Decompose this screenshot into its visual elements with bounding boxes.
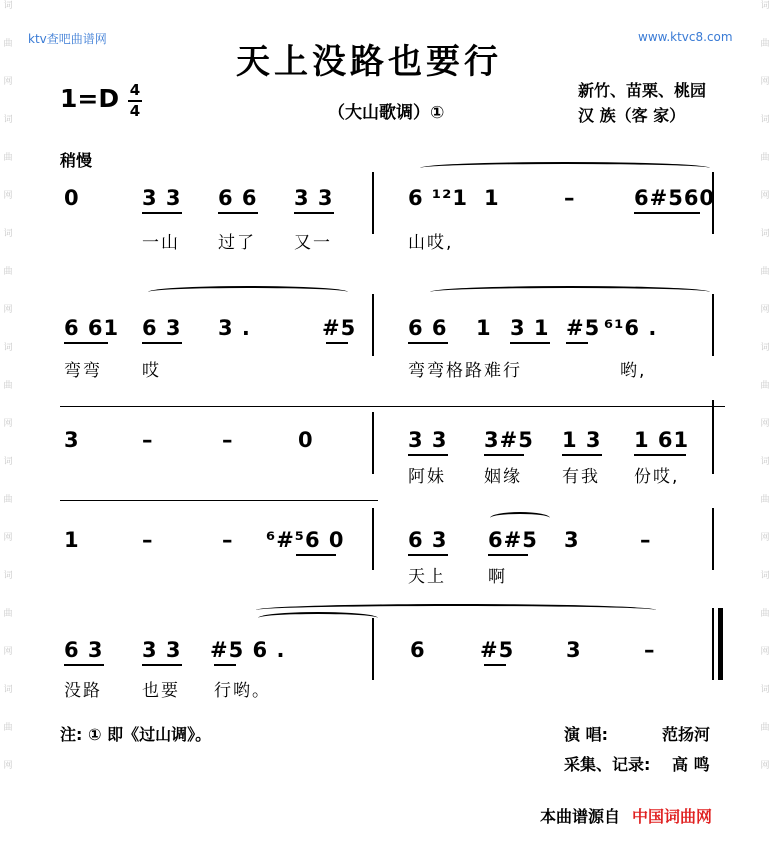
lyric: 天上: [408, 567, 446, 587]
score-note: 3 3: [142, 638, 182, 662]
score-note: 3#5: [484, 428, 534, 452]
watermark-char: 网: [760, 533, 770, 543]
barline: [372, 412, 374, 474]
watermark-char: 曲: [3, 39, 13, 49]
score-note: 1: [476, 316, 492, 340]
watermark-char: 曲: [3, 153, 13, 163]
lyric: 也要: [142, 681, 180, 701]
watermark-char: 词: [3, 229, 13, 239]
watermark-char: 词: [3, 115, 13, 125]
source-label: 本曲谱源自: [540, 807, 621, 826]
lyric: 一山: [142, 233, 180, 253]
watermark-char: 曲: [760, 267, 770, 277]
underline-beam: [566, 342, 588, 344]
header-site-link-right[interactable]: www.ktvc8.com: [638, 30, 733, 44]
score-note: 6#5: [488, 528, 538, 552]
collector-label: 采集、记录:: [564, 755, 651, 774]
song-origin: [578, 78, 706, 128]
score-note: 3 .: [218, 316, 251, 340]
watermark-char: 词: [760, 115, 770, 125]
watermark-char: 词: [3, 571, 13, 581]
lyric: 行哟。: [214, 681, 271, 701]
score-note: 1 3: [562, 428, 602, 452]
score-note: 3 3: [294, 186, 334, 210]
score-note: ⁶#⁵6 0: [266, 528, 345, 552]
score-note: 6 61: [64, 316, 120, 340]
singer-name: 范扬河: [662, 725, 711, 744]
meter-bottom: 4: [129, 102, 141, 120]
score-dash: –: [222, 528, 233, 552]
collector-name: 高 鸣: [672, 755, 710, 774]
watermark-char: 网: [3, 77, 13, 87]
underline-beam: [510, 342, 550, 344]
underline-beam: [408, 342, 448, 344]
watermark-char: 网: [760, 305, 770, 315]
score-dash: –: [222, 428, 233, 452]
watermark-char: 曲: [760, 723, 770, 733]
score-note: 3 3: [408, 428, 448, 452]
watermark-char: 词: [3, 457, 13, 467]
lyric: 哟,: [620, 361, 647, 381]
score-note: 1: [484, 186, 500, 210]
lyric: 山哎,: [408, 233, 454, 253]
watermark-char: 网: [3, 647, 13, 657]
score-note: #5: [566, 316, 601, 340]
watermark-char: 词: [3, 685, 13, 695]
barline: [372, 508, 374, 570]
slur: [420, 162, 710, 174]
underline-beam: [296, 554, 336, 556]
lyric: 有我: [562, 467, 600, 487]
barline: [712, 400, 714, 474]
lyric: 弯弯: [64, 361, 102, 381]
score-note: 3 3: [142, 186, 182, 210]
slur: [490, 512, 550, 524]
right-watermark-column: [758, 0, 772, 852]
watermark-char: 曲: [3, 609, 13, 619]
slur: [148, 286, 348, 298]
watermark-char: 曲: [3, 381, 13, 391]
score-note: 1: [64, 528, 80, 552]
score-note: 6 6: [218, 186, 258, 210]
lyric: 没路: [64, 681, 102, 701]
lyric: 又一: [294, 233, 332, 253]
underline-beam: [142, 342, 182, 344]
underline-beam: [488, 554, 528, 556]
underline-beam: [64, 664, 104, 666]
score-note: #5: [322, 316, 357, 340]
score-dash: –: [564, 186, 575, 210]
score-dash: –: [142, 528, 153, 552]
score-dash: –: [644, 638, 655, 662]
score-note: ⁶¹6 .: [604, 316, 658, 340]
time-signature: [128, 82, 142, 120]
watermark-char: 网: [3, 419, 13, 429]
footnote: 注: ① 即《过山调》。: [60, 725, 212, 744]
slur: [258, 612, 378, 624]
underline-beam: [634, 454, 686, 456]
watermark-char: 网: [760, 77, 770, 87]
section-rule: [60, 500, 378, 501]
underline-beam: [294, 212, 334, 214]
score-note: 6: [410, 638, 426, 662]
origin-line-2: 汉 族（客 家）: [578, 106, 686, 125]
score-note: 3 1: [510, 316, 550, 340]
watermark-char: 曲: [760, 39, 770, 49]
watermark-char: 网: [760, 761, 770, 771]
watermark-char: 网: [3, 191, 13, 201]
score-note: 6 6: [408, 316, 448, 340]
score-note: #5 6 .: [210, 638, 286, 662]
song-subtitle: （大山歌调）①: [328, 103, 445, 123]
watermark-char: 曲: [760, 381, 770, 391]
watermark-char: 词: [760, 1, 770, 11]
source-brand-link[interactable]: 中国词曲网: [632, 807, 713, 826]
watermark-char: 曲: [760, 609, 770, 619]
underline-beam: [408, 454, 448, 456]
watermark-char: 网: [3, 305, 13, 315]
barline: [712, 508, 714, 570]
lyric: 啊: [488, 567, 507, 587]
score-note: 6 ¹²1: [408, 186, 468, 210]
meter-top: 4: [129, 81, 141, 99]
watermark-char: 词: [760, 571, 770, 581]
slur: [430, 286, 710, 298]
lyric: 份哎,: [634, 467, 680, 487]
underline-beam: [408, 554, 448, 556]
underline-beam: [562, 454, 602, 456]
watermark-char: 词: [760, 343, 770, 353]
score-note: 1 61: [634, 428, 690, 452]
origin-line-1: 新竹、苗栗、桃园: [578, 81, 707, 100]
score-note: 6 3: [142, 316, 182, 340]
watermark-char: 网: [760, 191, 770, 201]
watermark-char: 曲: [3, 495, 13, 505]
barline: [372, 172, 374, 234]
watermark-char: 网: [760, 419, 770, 429]
score-note: 0: [64, 186, 80, 210]
tempo-marking: 稍慢: [60, 151, 93, 170]
song-title: 天上没路也要行: [236, 42, 502, 82]
underline-beam: [634, 212, 700, 214]
barline: [372, 294, 374, 356]
key-signature: 1=D: [60, 84, 120, 113]
score-note: 6 3: [408, 528, 448, 552]
score-note: 3: [64, 428, 80, 452]
underline-beam: [218, 212, 258, 214]
underline-beam: [214, 664, 236, 666]
score-dash: –: [142, 428, 153, 452]
watermark-char: 曲: [760, 153, 770, 163]
score-note: 0: [298, 428, 314, 452]
final-barline: [718, 608, 723, 680]
barline: [712, 294, 714, 356]
lyric: 弯弯格路难行: [408, 361, 522, 381]
section-rule: [60, 406, 725, 407]
watermark-char: 词: [760, 229, 770, 239]
watermark-char: 网: [3, 761, 13, 771]
score-note: 3: [566, 638, 582, 662]
barline: [712, 608, 714, 680]
lyric: 哎: [142, 361, 161, 381]
score-note: 3: [564, 528, 580, 552]
watermark-char: 词: [3, 343, 13, 353]
source-credit: [540, 804, 712, 827]
underline-beam: [142, 212, 182, 214]
underline-beam: [142, 664, 182, 666]
watermark-char: 曲: [760, 495, 770, 505]
header-site-link-left[interactable]: ktv查吧曲谱网: [28, 32, 107, 46]
lyric: 过了: [218, 233, 256, 253]
watermark-char: 词: [3, 1, 13, 11]
watermark-char: 网: [760, 647, 770, 657]
singer-label: 演 唱:: [564, 725, 608, 744]
score-note: 6#560: [634, 186, 716, 210]
barline: [372, 618, 374, 680]
score-note: 6 3: [64, 638, 104, 662]
underline-beam: [326, 342, 348, 344]
watermark-char: 词: [760, 685, 770, 695]
watermark-char: 曲: [3, 723, 13, 733]
lyric: 阿妹: [408, 467, 446, 487]
score-note: #5: [480, 638, 515, 662]
underline-beam: [64, 342, 108, 344]
watermark-char: 曲: [3, 267, 13, 277]
lyric: 姻缘: [484, 467, 522, 487]
left-watermark-column: [1, 0, 15, 852]
score-dash: –: [640, 528, 651, 552]
underline-beam: [484, 664, 506, 666]
underline-beam: [484, 454, 524, 456]
watermark-char: 网: [3, 533, 13, 543]
watermark-char: 词: [760, 457, 770, 467]
